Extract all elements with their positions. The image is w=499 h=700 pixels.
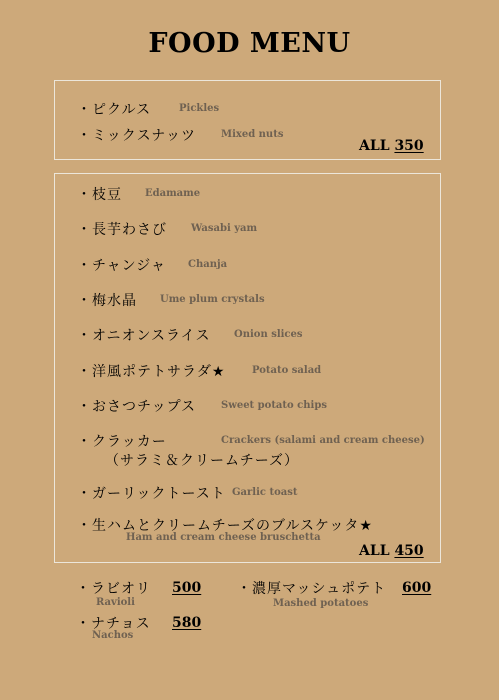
item-price: 500 <box>172 580 202 596</box>
item-name-jp: ・ナチョス <box>76 616 151 632</box>
item-name-jp: ・長芋わさび <box>77 222 167 238</box>
item-name-jp: ・ラビオリ <box>76 581 151 597</box>
item-name-en: Onion slices <box>234 329 303 340</box>
item-name-en: Ravioli <box>96 597 135 608</box>
item-name-jp: ・枝豆 <box>77 187 122 203</box>
section-box-1 <box>54 80 441 160</box>
item-price: 580 <box>172 615 202 631</box>
item-name-jp: ・おさつチップス <box>77 399 197 415</box>
item-name-jp: ・生ハムとクリームチーズのブルスケッタ★ <box>77 518 373 534</box>
item-name-en: Chanja <box>188 259 228 270</box>
section-box-2 <box>54 173 441 563</box>
item-price: 600 <box>402 580 432 596</box>
price-label: ALL <box>359 543 390 559</box>
item-name-jp: ・チャンジャ <box>77 258 166 274</box>
item-name-en: Ume plum crystals <box>160 294 265 305</box>
price-value: 450 <box>394 543 424 559</box>
section-price-1 <box>359 138 424 154</box>
item-name-jp: ・濃厚マッシュポテト <box>237 581 387 597</box>
item-name-en: Garlic toast <box>232 487 298 498</box>
item-name-en: Mashed potatoes <box>273 598 369 609</box>
item-name-en: Edamame <box>145 188 201 199</box>
price-label: ALL <box>359 138 390 154</box>
item-name-jp: ・ガーリックトースト <box>77 486 226 502</box>
item-name-en: Crackers (salami and cream cheese) <box>221 435 425 446</box>
item-name-en: Mixed nuts <box>221 129 284 140</box>
menu-title: FOOD MENU <box>148 28 351 59</box>
item-name-jp-sub: （サラミ＆クリームチーズ） <box>105 453 300 469</box>
item-name-jp: ・梅水晶 <box>77 293 137 309</box>
item-name-jp: ・洋風ポテトサラダ★ <box>77 364 226 380</box>
item-name-jp: ・クラッカー <box>77 434 167 450</box>
item-name-en: Potato salad <box>252 365 322 376</box>
item-name-jp: ・ミックスナッツ <box>77 128 197 144</box>
item-name-en: Nachos <box>92 630 134 641</box>
item-name-en: Pickles <box>179 103 220 114</box>
item-name-en: Wasabi yam <box>191 223 258 234</box>
item-name-en: Ham and cream cheese bruschetta <box>126 532 321 543</box>
item-name-en: Sweet potato chips <box>221 400 327 411</box>
item-name-jp: ・オニオンスライス <box>77 328 211 344</box>
price-value: 350 <box>394 138 424 154</box>
section-price-2 <box>359 543 424 559</box>
item-name-jp: ・ピクルス <box>77 102 152 118</box>
